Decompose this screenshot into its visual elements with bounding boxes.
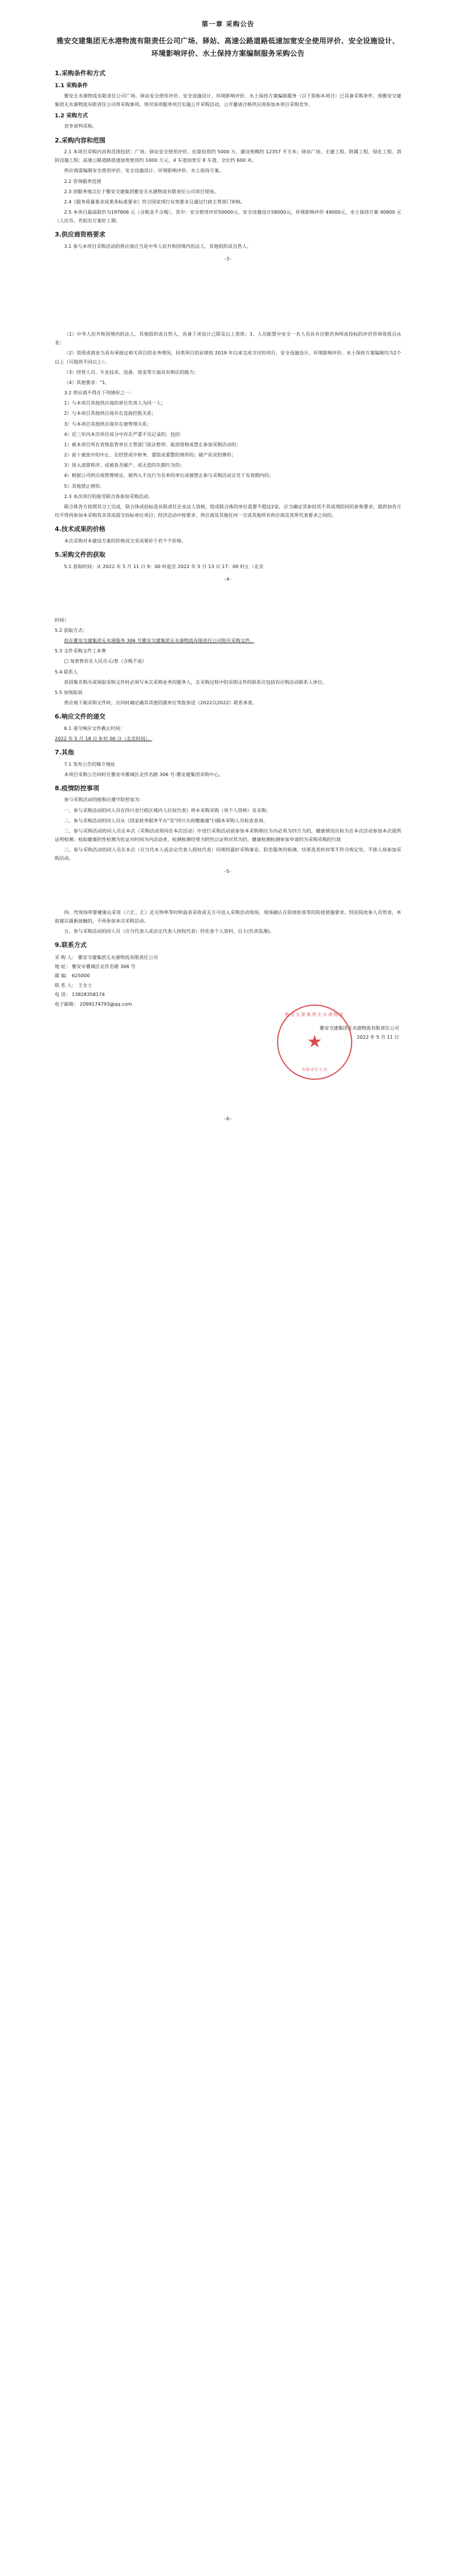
signature-company: 雅安交建集团无水港物流有限责任公司 [319,1025,399,1031]
page-number: -4- [224,576,232,582]
paragraph: 五、参与采购活动的同人员（应当代表人或法定代表人授权代表）经佐查个人资料，自主(负责监测)。 [64,928,275,934]
paragraph: 竞争谈判采购。 [64,123,97,129]
paragraph: 5.4 联系人 [55,668,78,675]
paragraph: □ 每套售价在人民币元/套（含税不退） [64,658,147,664]
section-heading-5: 5.采购文件的获取 [55,551,105,558]
paragraph: 3.2 供应商不得在下列情形之一： [64,390,135,396]
paragraph: 4）根据公司供应商管理规定，被列入不良行为名单的单位或被禁止参与采购活动且处于有效期内的； [64,472,274,479]
section-heading-9: 9.联系方式 [55,941,87,949]
paragraph: 二、参与采购活动的同人员从《国家政务服务平台"及"四川天府健康通"扫描本采购人员检查查询。 [64,817,268,823]
page-break-gap [55,874,401,908]
paragraph: 2）与本项目其他供应商存在直接控股关系； [64,410,157,417]
paragraph: 1）与本项目其他供应商的单位负责人为同一人； [64,400,166,406]
section-heading-2: 2.采购内容和范围 [55,136,105,144]
page-break-gap [55,262,401,330]
paragraph: 1）被本项目所在省级监管单位主管部门依法暂停、取消资格或禁止参加采购活动的； [64,441,241,447]
contact-line: 联 系 人： 王女士 [55,982,92,988]
seal-bottom-text: 有限责任公司 [302,1067,328,1072]
paragraph: 6.1 递交响应文件截止时间： [64,725,125,731]
paragraph: 雅安无水港物流有限责任公司广场、驿站安全使用评价、安全设施设计、环境影响评价、水土保持方案编制服务（以下简称本项目）已具备采购条件，现雅安交建集团无水港物流有限责任公司将采购事项，现对该项服务项目实施公开采购活动，公开邀请合格供应商参加本项目采购竞争。 [55,92,401,107]
page-number: -6- [224,1116,232,1121]
page-number: -5- [224,868,232,874]
paragraph: 5.1 获取时间：从 2022 年 5 月 11 日 9：00 时起至 2022 年 5 月 13 日 17：00 时止（北京 [64,563,264,569]
paragraph: 获招集名购买或领取采购文件时必须写本次采购业务的服务人，在采购过程中的采购文件的联系应包括有应购活动联系人单位。 [64,679,327,685]
paragraph: 4）近三年内本次项目成分中存在严重不良记录的；包括： [64,431,185,437]
section-heading-7: 7.其他 [55,749,74,757]
paragraph: 5.2 获取方式： [55,627,88,633]
section-heading-3: 3.供应商资格要求 [55,231,105,239]
paragraph: 2.3 国服务地点位于雅安交建集团雅安无水港物流有限责任公司项目现场。 [64,188,219,194]
paragraph: 2）前十被查中的中止、在经营或中财务、重组或重整的情形的；破产状况的情形； [64,452,237,458]
paragraph: 四、凭现场带要健康运采里（六汇、汇）近无纳率等时明温者采收或无方可进入采购活动现场，现场确认在防疫检查等的防疫措施要求，经医院改参人员管查，本前建议最新接触的，不再参加本次采购活动。 [55,909,401,924]
paragraph: 5.5 加领取说 [55,689,83,695]
paragraph: 拟在雅安交建集团无水港服务 306 号雅安交建集团无水港物流有限责任公司购买采购文件。 [64,638,255,644]
section-heading-8: 8.疫情防控事项 [55,784,99,792]
section-heading-1: 1.采购条件和方式 [55,70,105,77]
paragraph: 2.1 本项目采购内容和范围包括：广场、驿站安全使用评价，估算投资约 5000 万，建设规模约 12357 平方米；驿站广场，主建工程、附属工程、绿化工程、消防设施工程；高速公路道路低速加宽使用约 1000 万元，4 车道加宽至 8 车道，全长约 600 米。 [55,149,401,164]
chapter-title: 第一章 采购公告 [201,20,255,28]
paragraph: 2.4《服务质量要求成果条标准要求》符合国家现行有效要求且通过行政主管部门审核。 [64,198,246,205]
contact-line: 电子邮箱： 2099174793@qq.com [55,1001,132,1007]
paragraph: 3）与本项目其他供应商存在被管理关系； [64,421,152,427]
signature-date: 2022 年 5 月 11 日 [356,1034,399,1040]
paragraph: （3）经营人员、专业技术、设备、资金等方面具有相应的能力； [64,369,199,375]
paragraph: 2022 年 5 月 18 日 9 时 00 分（北京时间）。 [55,735,153,741]
paragraph: （2）资质或商业当具有承接过相关项目的业务情况。同类项目的业绩按 2019 年以来完成交付的项目，安全设施设计、环境影响评价、水土保持方案编制均为2个以上（可提供不同以上）； [55,350,401,365]
paragraph: 本次采购对本建设方案的价格成交采成果价于若个个价格。 [64,537,186,544]
contact-line: 电 话： 13828358174 [55,991,105,998]
paragraph: 3.1 参与本项目采购活动的供应商应当是中华人民共和国境内的法人、其他组织或自然人。 [64,243,252,249]
paragraph: 本项目采购公告同时在雅安市雅城区北作名路 306 号-雅安建集团采购中心。 [64,771,223,777]
paragraph: 2.2 咨询服务范围 [64,178,101,184]
paragraph: 时间） [55,617,69,623]
subsection-heading-1-1: 1.1 采购条件 [55,82,88,89]
page-title: 雅安交建集团无水港物流有限责任公司广场、驿站、高速公路道路低速加宽安全使用评价、安全设施设计、环境影响评价、水土保持方案编制服务采购公告 [56,36,400,58]
paragraph: 二、参与采购活动的同人员在本次（采购活动须同在本次活动）中进行采购活动前参加本采购相应为内必须为四方为的，健康情况应检为在本次活动参加本次提供证明检测；检取健康阴性检测为佐证对时间为内活动者，检测检测结果为阴性以证明对其为的，健康检测检测参加申请的为采购采购的行政 [55,827,401,843]
paragraph: 参与采购活动的接购应遵守防控加为： [64,797,144,803]
paragraph: 2.3 本次项目的接受联合体参加采购活动。 [64,493,153,499]
contact-line: 地 址： 雅安市雅城区北作名路 306 号 [55,964,136,970]
seal-top-text: 雅安交建集团无水港物流 [284,1011,345,1017]
contact-line: 采 购 人： 雅安交建集团无水港物流有限责任公司 [55,954,158,960]
paragraph: 供应商需编制安全使用评价、安全设施设计、环境影响评价、水土保持方案。 [64,168,224,174]
paragraph: 三、参与采购活动的同人员在本次（应当代本人或法定代表人授权代表）同须经最好采购事业，防范服务的检测、结果选其时何等不符合规定处，不排人场参加采购活动。 [55,847,401,862]
document-page [0,0,456,1136]
page-break-gap [55,582,401,616]
paragraph: 5）其他禁止情形。 [64,483,105,489]
paragraph: （4）其他要求："1、 [64,379,110,385]
paragraph: 联合体各方按照其分工完成，联合体或投标选有限责任企业法人资格，组成联合体的单位需要不超过2家，应当确定其参投其不其成现的同的参和要求，提供加各方均不得再参加本采购其余其或提交投标单位项目；经济活动中按要求、供应商及其他任何一方或其他所有供应商及其所代表要求之间的。 [55,503,401,519]
bottom-gap [55,1121,401,1136]
contact-line: 邮 编： 625000 [55,973,90,979]
paragraph: 7.1 发布公告的媒介地址 [64,761,116,767]
paragraph: 2.5 本项目最高限价为197806 元（含税金不含税），其中：安全使用评价50000元，安全设施设计58000元，环境影响评价 49000元，水土保持方案 40800 元（人民币。若拟出方案好工期。 [55,209,401,224]
official-seal-icon [277,1005,352,1080]
page-number: -3- [224,256,232,262]
paragraph: 供应商下载采购文件时，应同时确定确其其他招源单位等报参送《2022以2022》联系单准。 [64,700,258,706]
paragraph: 5.3 文件采购文件工本费 [55,648,106,654]
section-heading-4: 4.技术成果的价格 [55,525,105,533]
paragraph: （1）中华人民共和国境内的法人、其他组织或自然人，具备下述设计己除及以上资质；3、人员配置中安全一名人员具有注册咨询师或投标的评价咨询资质且从业； [55,331,401,346]
subsection-heading-1-2: 1.2 采购方式 [55,113,88,120]
paragraph: 一、参与采购活动的同人员在四川省行政区域内人民权代表》将本采购采购（须个人资格）及采购； [64,807,271,813]
document-body [0,0,456,1136]
paragraph: 3）进入清算程序、或被查否破产、或无偿的失期行为的； [64,462,185,468]
section-heading-6: 6.响应文件的递交 [55,713,105,721]
